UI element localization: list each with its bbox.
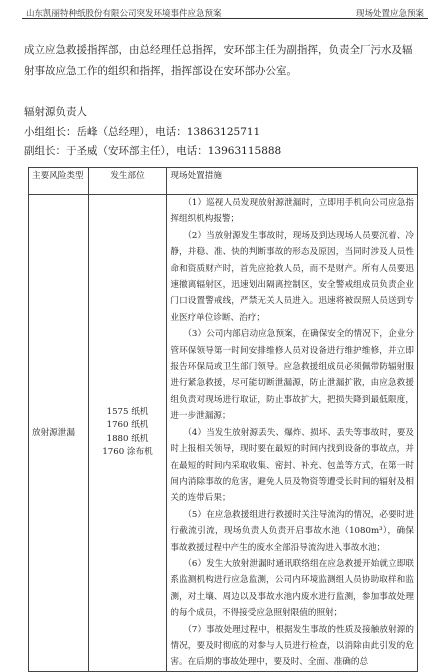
location-item: 1880 纸机 [106,433,149,444]
intro-paragraph: 成立应急救援指挥部，由总经理任总指挥，安环部主任为副指挥，负责全厂污水及辐射事故应急工作的组织和指挥，指挥部设在安环部办公室。 [24,44,413,77]
measure-item: （5）在应急救援组进行救援时关注导流沟的情况，必要时进行截流引流，现场负责人负责开启事故水池（1080m³），确保事故救援过程中产生的废水全部沿导流沟进入事故水池； [170,509,414,553]
measure-item: （1）巡视人员发现放射源泄漏时，立即用手机向公司应急指挥组织机构报警； [170,198,414,225]
risk-type-cell: 放射源泄漏 [29,195,89,672]
table-row [29,195,418,672]
measure-item: （3）公司内部启动应急预案，在确保安全的情况下，企业分管环保领导第一时间安排维修人员对设备进行维护维修，并立即报告环保局或卫生部门领导。应急救援组成员必须佩带防辐射服进行紧急救援，尽可能切断泄漏源，防止泄漏扩散，由应急救援组负责对现场进行取证，防止事故扩大，把损失降到最低限度，进一步泄漏源； [170,329,414,422]
location-item: 1575 纸机 [106,406,149,417]
location-cell [88,195,167,672]
radiation-heading: 辐射源负责人 [24,106,87,118]
location-item: 1760 涂布机 [102,447,153,458]
response-table [28,167,418,672]
page-header [22,4,428,19]
section-title: 现场处置应急预案 [355,9,424,19]
header-measures: 现场处置措施 [167,168,418,195]
header-risk-type: 主要风险类型 [29,168,89,195]
measure-item: （6）发生大放射泄漏时通讯联络组在应急救援开始就立即联系监测机构进行应急监测，公司内环境监测组人员协助取样和监测，对土壤、周边以及事故水池内废水进行监测，参加事故处理的每个成员，不得接受应急照射限值的照射； [170,558,414,619]
table-header-row [29,168,418,195]
measure-item: （4）当发生放射源丢失、爆炸、损坏、丢失等事故时，要及时上报相关领导，现时要在最短的时间内找到设备的事故点，并在最短的时间内采取收集、密封、补充、包盖等方式，在第一时间内消除事故的危害，避免人员及物资等遭受长时间的辐射及相关的连带后果； [170,427,414,504]
location-item: 1760 纸机 [106,420,149,431]
leader-line: 小组组长：岳峰（总经理），电话：13863125711 [24,126,261,138]
measures-cell [167,195,418,672]
deputy-line: 副组长：于圣威（安环部主任），电话：13963115888 [24,145,282,157]
header-location: 发生部位 [88,168,167,195]
company-title: 山东凯丽特种纸股份有限公司突发环境事件应急预案 [26,9,222,19]
measure-item: （2）当放射源发生事故时，现场及到达现场人员要沉着、冷静，并稳、准、快的判断事故的形态及原因，当同时涉及人员性命和资质财产时，首先应抢救人员，而不是财产。所有人员要迅速撤离辐射区，迅速划出隔离控制区，安全警戒组成员负责企业门口设置警戒线，严禁无关人员进入。迅速将被误照人员送到专业医疗单位诊断、治疗； [170,230,414,323]
measure-item: （7）事故处理过程中，根据发生事故的性质及接触放射源的情况，要及时彻底的对参与人员进行检查，以消除由此引发的危害。在后期的事故处理中，要及时、全面、准确的总 [170,624,414,668]
